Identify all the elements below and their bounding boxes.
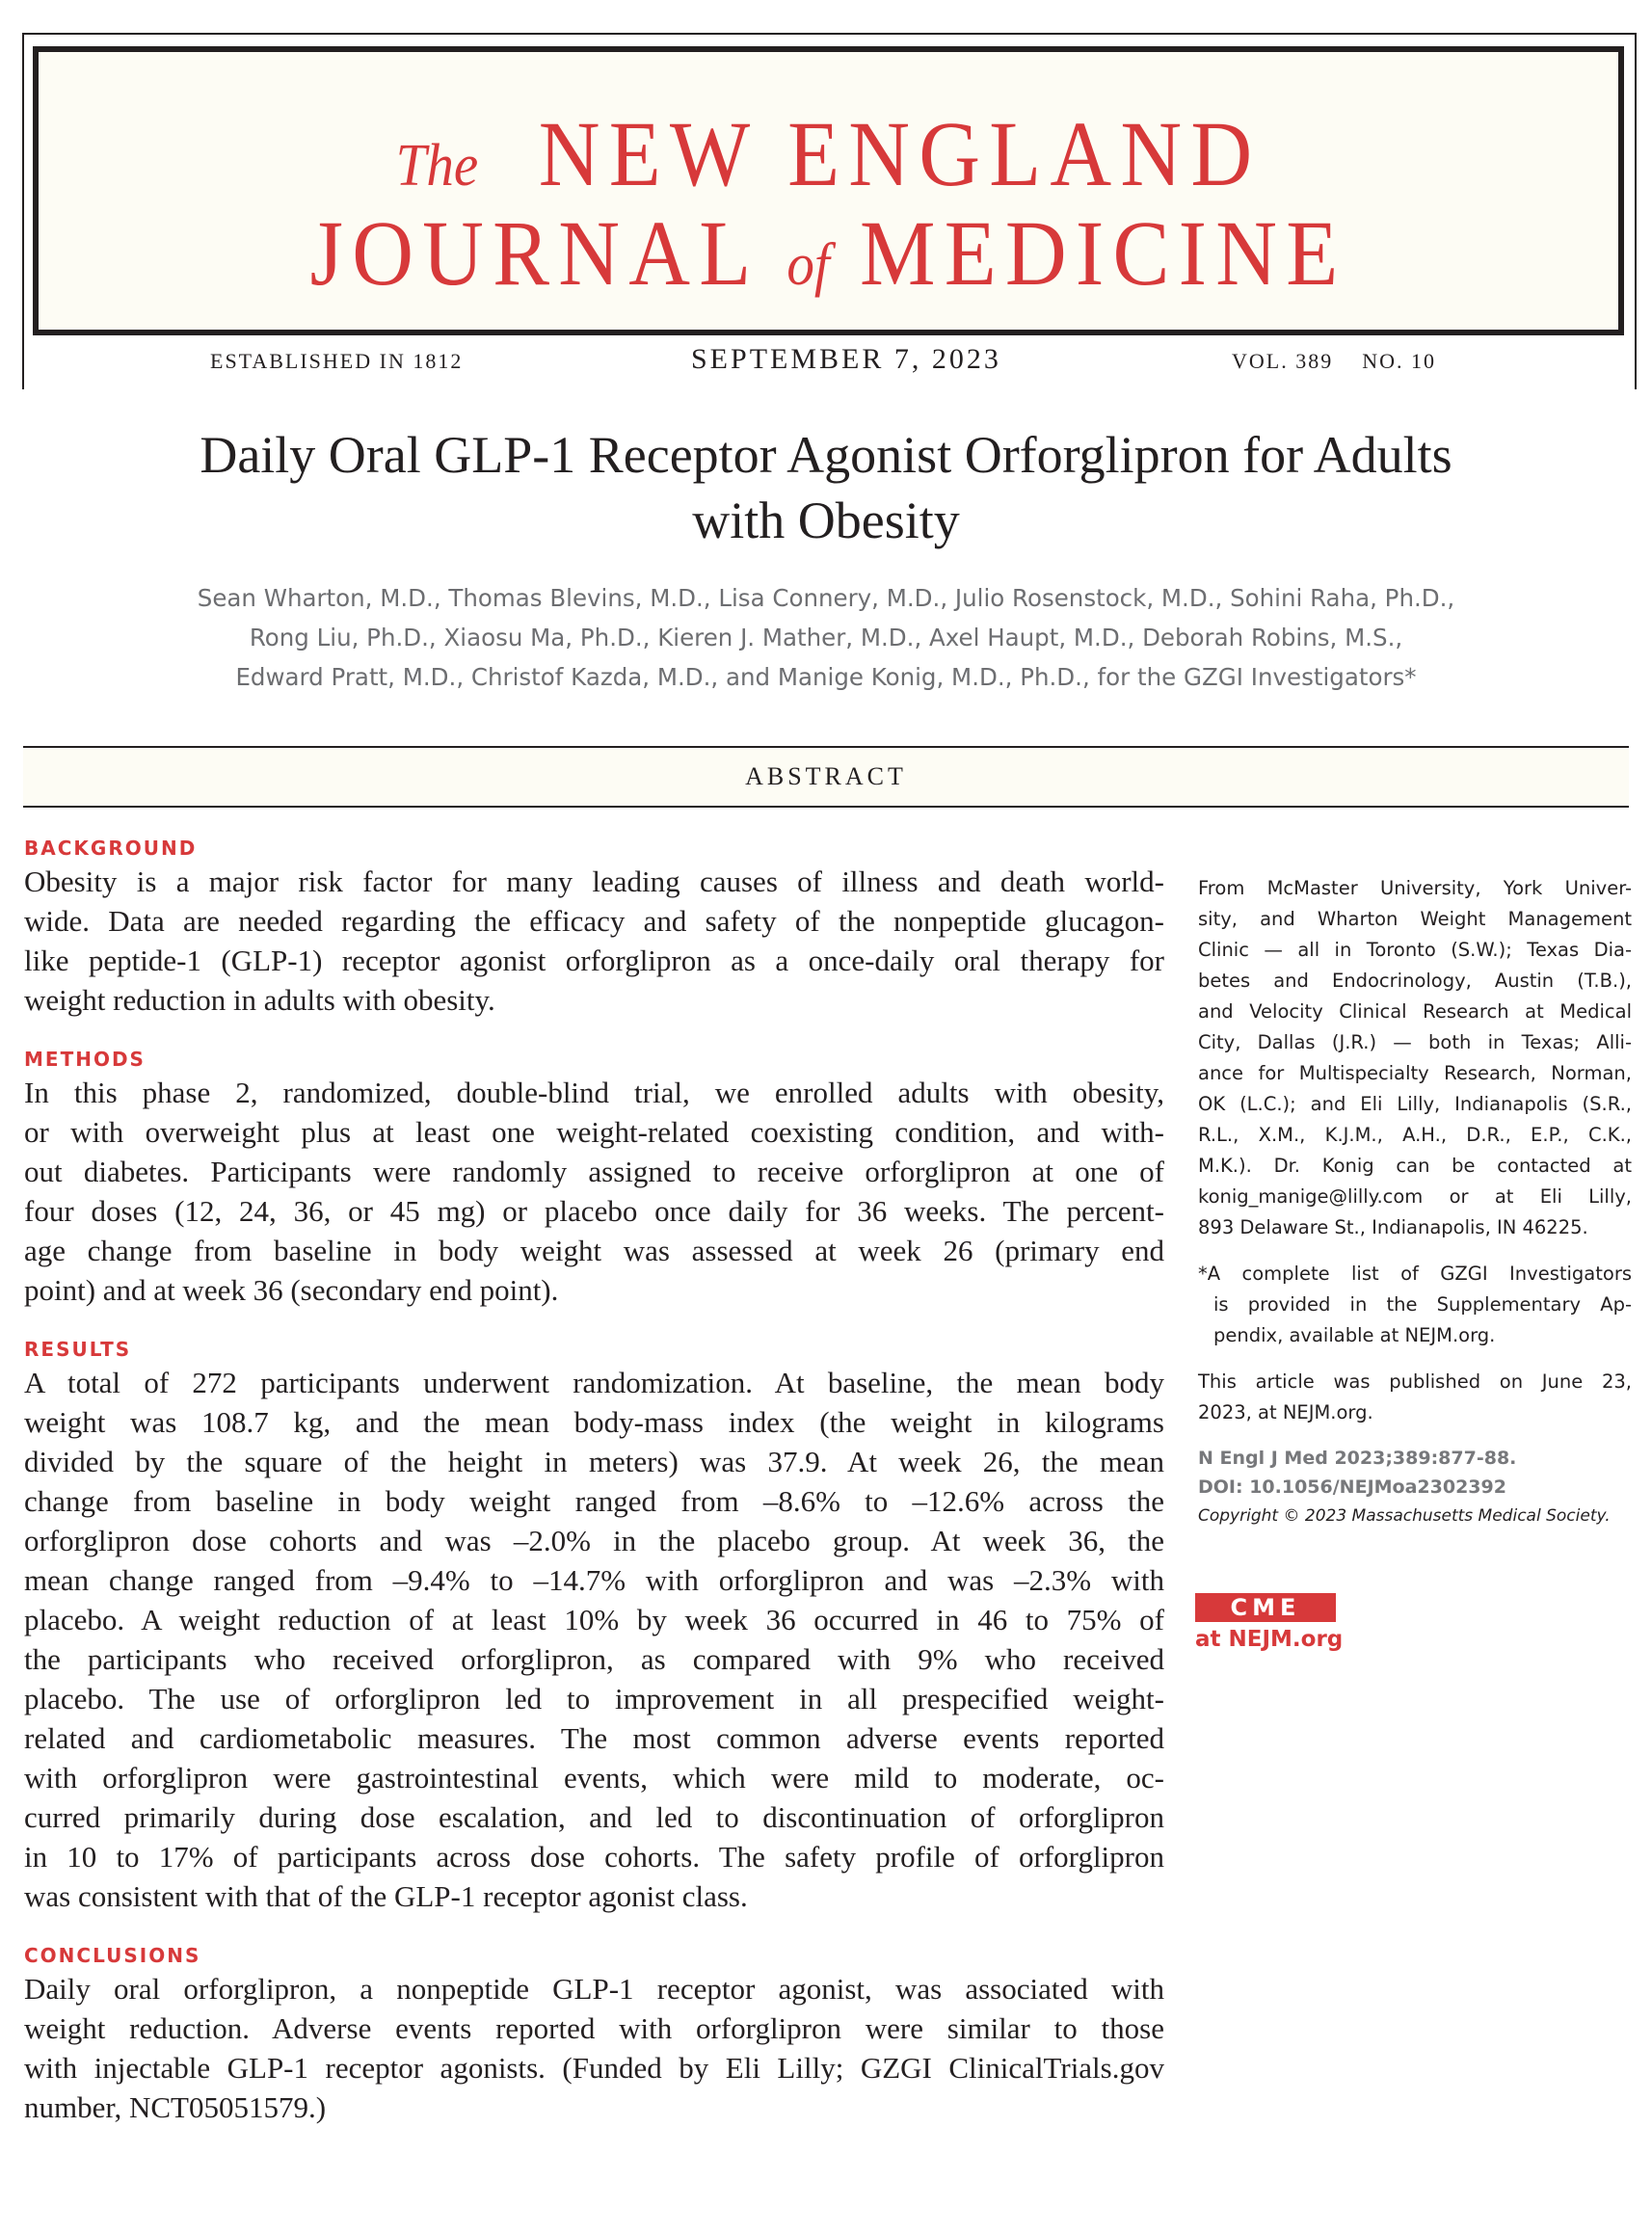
body-text-line: number, NCT05051579.) [24, 2090, 327, 2124]
sidebar-notes [1198, 873, 1632, 1530]
affiliation-line: sity, and Wharton Weight Management [1198, 908, 1632, 930]
body-text-line: divided by the square of the height in meters) was 37.9. At week 26, the mean [24, 1445, 1164, 1478]
masthead-of: of [786, 232, 830, 298]
body-text-line: weight was 108.7 kg, and the mean body-mass index (the weight in kilograms [24, 1405, 1164, 1439]
body-text-line: A total of 272 participants underwent randomization. At baseline, the mean body [24, 1366, 1164, 1399]
abstract-label: ABSTRACT [745, 762, 907, 790]
cme-badge[interactable]: CME [1195, 1593, 1336, 1622]
body-text-line: like peptide-1 (GLP-1) receptor agonist orforglipron as a once-daily oral therapy for [24, 944, 1164, 977]
body-text-line: change from baseline in body weight ranged from –8.6% to –12.6% across the [24, 1484, 1164, 1518]
affiliation-line: R.L., X.M., K.J.M., A.H., D.R., E.P., C.K., [1198, 1124, 1632, 1146]
title-line: Daily Oral GLP-1 Receptor Agonist Orforglipron for Adults [200, 426, 1452, 484]
doi-link[interactable]: DOI: 10.1056/NEJMoa2302392 [1198, 1476, 1506, 1498]
affiliation-line: From McMaster University, York Univer- [1198, 877, 1632, 899]
body-text-line: out diabetes. Participants were randomly assigned to receive orforglipron at one of [24, 1155, 1164, 1188]
body-text-line: or with overweight plus at least one weight-related coexisting condition, and with- [24, 1115, 1164, 1149]
body-text-line: placebo. A weight reduction of at least 10% by week 36 occurred in 46 to 75% of [24, 1603, 1164, 1636]
body-text-line: with orforglipron were gastrointestinal events, which were mild to moderate, oc- [24, 1761, 1164, 1795]
author-line: Sean Wharton, M.D., Thomas Blevins, M.D., Lisa Connery, M.D., Julio Rosenstock, M.D., Sohini Raha, Ph.D., [197, 584, 1455, 612]
body-text-line: wide. Data are needed regarding the efficacy and safety of the nonpeptide glucagon- [24, 904, 1164, 938]
issue-date: SEPTEMBER 7, 2023 [691, 343, 1001, 375]
abstract-banner [23, 746, 1629, 808]
body-text-line: weight reduction. Adverse events reported with orforglipron were similar to those [24, 2011, 1164, 2045]
body-text-line: placebo. The use of orforglipron led to improvement in all prespecified weight- [24, 1682, 1164, 1715]
investigators-line: is provided in the Supplementary Ap- [1213, 1293, 1632, 1316]
body-text-line: point) and at week 36 (secondary end point). [24, 1273, 559, 1307]
affiliation-line: 893 Delaware St., Indianapolis, IN 46225. [1198, 1216, 1588, 1238]
body-text-line: with injectable GLP-1 receptor agonists. (Funded by Eli Lilly; GZGI ClinicalTrials.gov [24, 2051, 1164, 2085]
abstract-section-results [24, 1336, 1164, 1916]
abstract-section-background [24, 835, 1164, 1020]
masthead-new-england: NEW ENGLAND [538, 102, 1262, 205]
masthead-line-1 [102, 100, 1556, 207]
frame-left-rule [22, 33, 24, 389]
affiliation-line: betes and Endocrinology, Austin (T.B.), [1198, 970, 1632, 992]
cme-link[interactable]: at NEJM.org [1195, 1627, 1344, 1652]
affiliation-line: Clinic — all in Toronto (S.W.); Texas Dia- [1198, 939, 1632, 961]
body-text-line: Obesity is a major risk factor for many leading causes of illness and death world- [24, 864, 1164, 898]
affiliation-line: ance for Multispecialty Research, Norman, [1198, 1062, 1632, 1084]
investigators-line: pendix, available at NEJM.org. [1213, 1324, 1496, 1346]
article-title [39, 422, 1613, 553]
affiliation-line: and Velocity Clinical Research at Medical [1198, 1000, 1632, 1023]
journal-masthead [33, 46, 1624, 335]
body-text-line: the participants who received orforglipron, as compared with 9% who received [24, 1642, 1164, 1676]
section-heading: CONCLUSIONS [24, 1944, 201, 1967]
investigators-line: *A complete list of GZGI Investigators [1198, 1263, 1632, 1285]
body-text-line: was consistent with that of the GLP-1 receptor agonist class. [24, 1879, 748, 1913]
established-text: ESTABLISHED IN 1812 [210, 349, 464, 373]
title-line: with Obesity [692, 492, 960, 549]
body-text-line: curred primarily during dose escalation, and led to discontinuation of orforglipron [24, 1800, 1164, 1834]
frame-right-rule [1635, 33, 1637, 389]
masthead-line-2 [102, 199, 1556, 306]
frame-top-rule [22, 33, 1637, 35]
masthead-journal: JOURNAL [309, 201, 758, 305]
body-text-line: in 10 to 17% of participants across dose cohorts. The safety profile of orforglipron [24, 1840, 1164, 1874]
masthead-medicine: MEDICINE [860, 201, 1347, 305]
author-list [39, 578, 1613, 697]
affiliation-line: M.K.). Dr. Konig can be contacted at [1198, 1155, 1632, 1177]
affiliation-line: konig_manige@lilly.com or at Eli Lilly, [1198, 1185, 1632, 1208]
abstract-section-methods [24, 1046, 1164, 1310]
copyright-notice: Copyright © 2023 Massachusetts Medical Society. [1198, 1506, 1611, 1526]
body-text-line: four doses (12, 24, 36, or 45 mg) or placebo once daily for 36 weeks. The percent- [24, 1194, 1164, 1228]
affiliation-line: OK (L.C.); and Eli Lilly, Indianapolis (S.R., [1198, 1093, 1632, 1115]
body-text-line: Daily oral orforglipron, a nonpeptide GLP-1 receptor agonist, was associated with [24, 1972, 1164, 2006]
affiliations [1198, 873, 1632, 1243]
publication-note [1198, 1367, 1632, 1428]
investigators-note [1198, 1259, 1632, 1351]
author-line: Edward Pratt, M.D., Christof Kazda, M.D., and Manige Konig, M.D., Ph.D., for the GZGI Investigators* [235, 663, 1417, 691]
affiliation-line: City, Dallas (J.R.) — both in Texas; Alli- [1198, 1031, 1632, 1053]
masthead-the: The [395, 133, 479, 199]
published-line: This article was published on June 23, [1198, 1370, 1632, 1393]
body-text-line: orforglipron dose cohorts and was –2.0% in the placebo group. At week 36, the [24, 1524, 1164, 1557]
body-text-line: weight reduction in adults with obesity. [24, 983, 495, 1017]
body-text-line: In this phase 2, randomized, double-blind trial, we enrolled adults with obesity, [24, 1076, 1164, 1109]
volume-number: VOL. 389 NO. 10 [1232, 349, 1436, 373]
section-heading: RESULTS [24, 1338, 132, 1361]
abstract-body [24, 835, 1164, 2153]
body-text-line: age change from baseline in body weight was assessed at week 26 (primary end [24, 1234, 1164, 1267]
author-line: Rong Liu, Ph.D., Xiaosu Ma, Ph.D., Kieren J. Mather, M.D., Axel Haupt, M.D., Deborah Robins, M.S., [249, 624, 1403, 652]
abstract-section-conclusions [24, 1942, 1164, 2127]
journal-citation: N Engl J Med 2023;389:877-88. [1198, 1448, 1517, 1469]
published-line: 2023, at NEJM.org. [1198, 1401, 1373, 1423]
section-heading: METHODS [24, 1048, 146, 1071]
body-text-line: mean change ranged from –9.4% to –14.7% with orforglipron and was –2.3% with [24, 1563, 1164, 1597]
body-text-line: related and cardiometabolic measures. The most common adverse events reported [24, 1721, 1164, 1755]
section-heading: BACKGROUND [24, 837, 198, 860]
